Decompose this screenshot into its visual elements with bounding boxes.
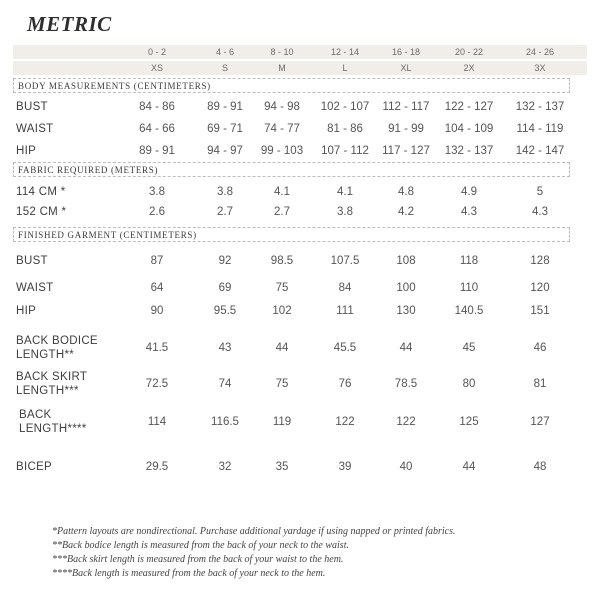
size-label: 2X (463, 63, 475, 73)
cell-value: 112 - 117 (382, 101, 430, 113)
size-range: 8 - 10 (270, 47, 294, 57)
cell-value: 130 (396, 305, 416, 317)
cell-value: 114 (147, 416, 167, 428)
cell-value: 111 (336, 305, 354, 317)
cell-value: 151 (530, 305, 550, 317)
size-label: 3X (534, 63, 546, 73)
cell-value: 4.1 (337, 186, 353, 198)
row-label: BACK SKIRT LENGTH*** (16, 371, 88, 397)
size-label: XL (400, 63, 412, 73)
cell-value: 75 (275, 378, 289, 390)
cell-value: 2.7 (274, 206, 290, 218)
cell-value: 64 (150, 282, 164, 294)
cell-value: 64 - 66 (139, 123, 175, 135)
row-label: HIP (16, 305, 37, 317)
size-label: S (221, 63, 228, 73)
cell-value: 108 (396, 255, 416, 267)
cell-value: 114 - 119 (516, 123, 564, 135)
cell-value: 128 (530, 255, 550, 267)
section-heading: BODY MEASUREMENTS (CENTIMETERS) (18, 81, 211, 91)
cell-value: 4.9 (461, 186, 477, 198)
cell-value: 100 (396, 282, 416, 294)
row-label: HIP (16, 145, 37, 157)
cell-value: 98.5 (270, 255, 294, 267)
size-range: 24 - 26 (525, 47, 555, 57)
cell-value: 72.5 (145, 378, 169, 390)
cell-value: 87 (150, 255, 164, 267)
cell-value: 45 (462, 342, 476, 354)
size-label: M (278, 63, 286, 73)
cell-value: 99 - 103 (260, 145, 304, 157)
row-label: BACK LENGTH**** (19, 409, 87, 435)
cell-value: 44 (462, 461, 476, 473)
cell-value: 46 (533, 342, 547, 354)
cell-value: 122 (335, 416, 355, 428)
cell-value: 122 (396, 416, 416, 428)
cell-value: 4.8 (398, 186, 414, 198)
cell-value: 39 (338, 461, 352, 473)
section-heading-box (13, 162, 570, 177)
section-heading-box (13, 78, 570, 93)
cell-value: 140.5 (454, 305, 484, 317)
footnote: *Pattern layouts are nondirectional. Purchase additional yardage if using napped or printed fabrics. (52, 526, 456, 537)
cell-value: 84 - 86 (139, 101, 175, 113)
cell-value: 48 (533, 461, 547, 473)
page-title: METRIC (27, 12, 112, 36)
cell-value: 104 - 109 (444, 123, 494, 135)
cell-value: 132 - 137 (444, 145, 494, 157)
footnote: ****Back length is measured from the back of your neck to the hem. (52, 568, 326, 579)
cell-value: 90 (150, 305, 164, 317)
cell-value: 102 (272, 305, 292, 317)
cell-value: 35 (275, 461, 289, 473)
cell-value: 107.5 (330, 255, 360, 267)
cell-value: 107 - 112 (321, 145, 369, 157)
cell-value: 76 (338, 378, 352, 390)
cell-value: 3.8 (337, 206, 353, 218)
cell-value: 43 (218, 342, 232, 354)
cell-value: 41.5 (145, 342, 169, 354)
cell-value: 110 (459, 282, 479, 294)
cell-value: 78.5 (394, 378, 418, 390)
size-range: 20 - 22 (454, 47, 484, 57)
cell-value: 29.5 (145, 461, 169, 473)
size-label: XS (150, 63, 163, 73)
cell-value: 84 (338, 282, 352, 294)
cell-value: 4.2 (398, 206, 414, 218)
cell-value: 80 (462, 378, 476, 390)
cell-value: 81 (533, 378, 547, 390)
row-label: BACK BODICE LENGTH** (16, 335, 98, 361)
cell-value: 117 - 127 (382, 145, 430, 157)
cell-value: 142 - 147 (515, 145, 565, 157)
footnote: ***Back skirt length is measured from the back of your waist to the hem. (52, 554, 344, 565)
cell-value: 119 (272, 416, 292, 428)
cell-value: 4.3 (461, 206, 477, 218)
cell-value: 89 - 91 (207, 101, 243, 113)
cell-value: 75 (275, 282, 289, 294)
row-label: 152 CM * (16, 206, 67, 218)
cell-value: 3.8 (149, 186, 165, 198)
cell-value: 74 - 77 (264, 123, 300, 135)
size-range: 4 - 6 (215, 47, 234, 57)
cell-value: 69 - 71 (207, 123, 243, 135)
cell-value: 2.6 (149, 206, 165, 218)
cell-value: 118 (459, 255, 479, 267)
size-range: 16 - 18 (391, 47, 421, 57)
footnote: **Back bodice length is measured from the back of your neck to the waist. (52, 540, 349, 551)
cell-value: 125 (459, 416, 479, 428)
cell-value: 116.5 (211, 416, 239, 428)
cell-value: 91 - 99 (388, 123, 424, 135)
cell-value: 5 (536, 186, 544, 198)
cell-value: 32 (218, 461, 232, 473)
row-label: BUST (16, 101, 48, 113)
cell-value: 2.7 (217, 206, 233, 218)
cell-value: 120 (530, 282, 550, 294)
cell-value: 122 - 127 (444, 101, 494, 113)
cell-value: 74 (218, 378, 232, 390)
cell-value: 4.3 (532, 206, 548, 218)
cell-value: 69 (218, 282, 232, 294)
cell-value: 94 - 97 (207, 145, 243, 157)
cell-value: 102 - 107 (320, 101, 370, 113)
cell-value: 89 - 91 (139, 145, 175, 157)
size-range: 12 - 14 (330, 47, 360, 57)
size-range: 0 - 2 (147, 47, 166, 57)
row-label: BUST (16, 255, 48, 267)
cell-value: 92 (218, 255, 232, 267)
row-label: 114 CM * (16, 186, 66, 198)
row-label: WAIST (16, 282, 54, 294)
cell-value: 94 - 98 (264, 101, 300, 113)
cell-value: 95.5 (213, 305, 237, 317)
row-label: WAIST (16, 123, 54, 135)
cell-value: 40 (399, 461, 413, 473)
section-heading: FINISHED GARMENT (CENTIMETERS) (18, 230, 197, 240)
cell-value: 45.5 (333, 342, 357, 354)
cell-value: 4.1 (274, 186, 290, 198)
row-label: BICEP (16, 461, 53, 473)
cell-value: 127 (530, 416, 550, 428)
section-heading-box (13, 227, 570, 242)
cell-value: 132 - 137 (515, 101, 565, 113)
size-label: L (342, 63, 348, 73)
cell-value: 44 (275, 342, 289, 354)
section-heading: FABRIC REQUIRED (METERS) (18, 165, 159, 175)
cell-value: 81 - 86 (327, 123, 363, 135)
cell-value: 44 (399, 342, 413, 354)
cell-value: 3.8 (217, 186, 233, 198)
